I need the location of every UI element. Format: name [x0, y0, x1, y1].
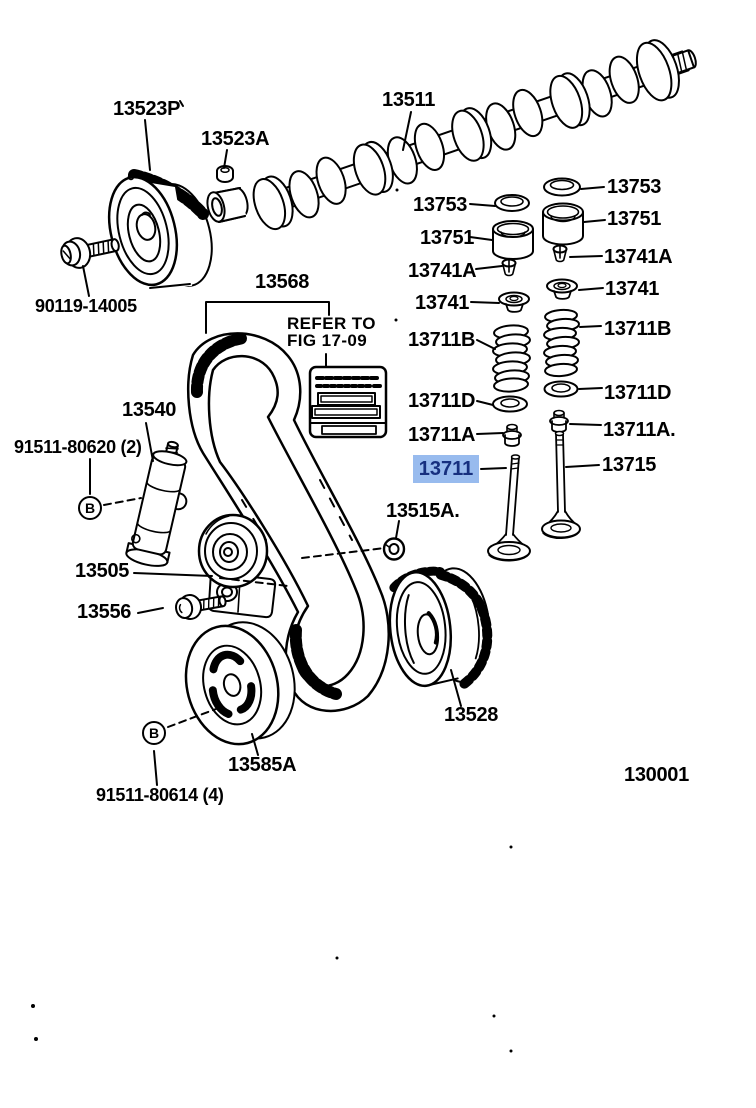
part-label-13711a-right[interactable]: 13711A. [603, 419, 676, 441]
part-label-13528[interactable]: 13528 [444, 704, 499, 726]
valve-keeper-left [503, 260, 516, 276]
spring-retainer-left [499, 293, 529, 312]
part-label-13523a[interactable]: 13523A [201, 128, 270, 150]
part-label-13753-right[interactable]: 13753 [607, 176, 662, 198]
bolt-callout-b-top: B [78, 496, 102, 520]
part-label-13751-left[interactable]: 13751 [420, 227, 475, 249]
crank-gear-drawing [385, 565, 496, 691]
tensioner-drawing [125, 437, 199, 570]
part-label-13741-left[interactable]: 13741 [415, 292, 470, 314]
part-label-13505[interactable]: 13505 [75, 560, 130, 582]
camshaft-drawing [246, 29, 704, 237]
part-label-13556[interactable]: 13556 [77, 601, 132, 623]
part-label-13711b-right[interactable]: 13711B [604, 318, 672, 340]
valve-lifter-right [543, 204, 583, 245]
spring-seat-left [493, 397, 527, 412]
part-label-13741a-right[interactable]: 13741A [604, 246, 673, 268]
part-label-13523p[interactable]: 13523P [113, 98, 181, 120]
part-label-13741-right[interactable]: 13741 [605, 278, 660, 300]
part-label-13715[interactable]: 13715 [602, 454, 657, 476]
bolt-callout-b-bottom: B [142, 721, 166, 745]
part-label-13741a-left[interactable]: 13741A [408, 260, 477, 282]
refer-note-line1: REFER TO [287, 314, 376, 333]
valve-shim-right [544, 179, 580, 196]
belt-info-sticker [310, 367, 386, 437]
part-label-13585a[interactable]: 13585A [228, 754, 297, 776]
camshaft-snout [205, 187, 251, 224]
valve-lifter-left [493, 221, 533, 259]
part-label-13711-selected[interactable]: 13711 [413, 455, 479, 483]
valve-spring-right [544, 309, 580, 377]
part-label-13511[interactable]: 13511 [382, 89, 436, 111]
spring-seat-right [545, 382, 578, 397]
part-label-13711d-left[interactable]: 13711D [408, 390, 476, 412]
part-label-90119-14005[interactable]: 90119-14005 [35, 296, 137, 316]
part-label-91511-80614[interactable]: 91511-80614 (4) [96, 785, 224, 805]
crank-pulley-drawing [173, 611, 307, 755]
part-label-13568[interactable]: 13568 [255, 271, 310, 293]
stem-seal-right [550, 411, 568, 433]
refer-note-line2: FIG 17-09 [287, 331, 368, 350]
cam-sprocket-drawing [99, 170, 222, 293]
part-label-13515a[interactable]: 13515A. [386, 500, 460, 522]
valve-keeper-right [554, 246, 567, 262]
part-label-13711a-left[interactable]: 13711A [408, 424, 476, 446]
intake-valve-drawing [488, 455, 530, 561]
part-label-13711d-right[interactable]: 13711D [604, 382, 672, 404]
exhaust-valve-drawing [542, 432, 580, 539]
figure-number: 130001 [624, 764, 689, 786]
stem-seal-left [503, 425, 521, 447]
part-label-13540[interactable]: 13540 [122, 399, 177, 421]
part-label-13751-right[interactable]: 13751 [607, 208, 662, 230]
spring-retainer-right [547, 280, 577, 299]
valve-spring-left [493, 324, 531, 392]
valve-shim-left [495, 195, 529, 211]
part-label-91511-80620[interactable]: 91511-80620 (2) [14, 437, 142, 457]
cam-plate-drawing [217, 166, 233, 182]
part-label-13753-left[interactable]: 13753 [413, 194, 468, 216]
part-label-13711b-left[interactable]: 13711B [408, 329, 476, 351]
belt-guide-drawing [384, 539, 404, 560]
